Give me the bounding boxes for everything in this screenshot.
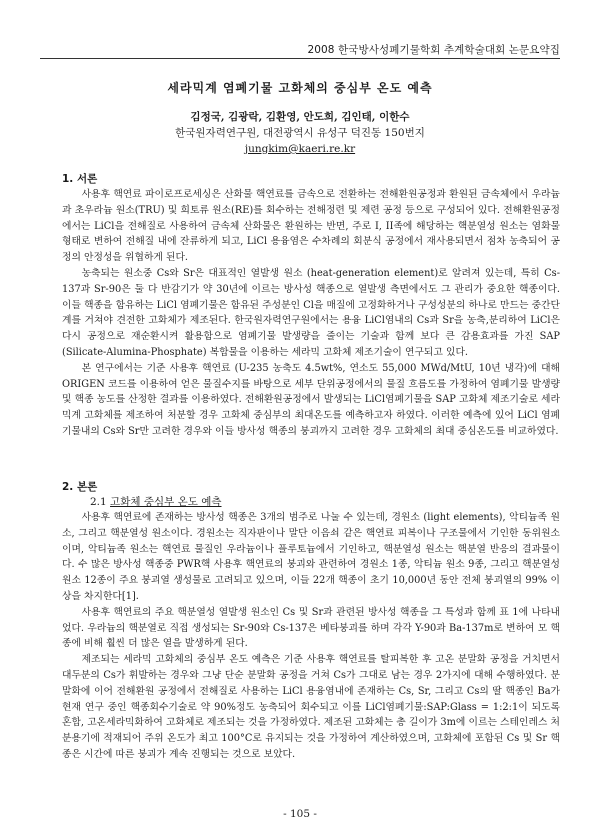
paragraph: 사용후 핵연료 파이로프로세싱은 산화물 핵연료를 금속으로 전환하는 전해환원공정과 환원된 금속체에서 우라늄과 초우라늄 원소(TRU) 및 희토류 원소(RE)를 회수하는 전해정련 및 제련 공정 등으로 구성되어 있다. 전해환원공정에서는 LiCl을 전해질로 사용하여 금속체 산화물은 환원하는 반면, 주로 I, II족에 해당하는 핵분열성 원소는 염화물 형태로 변하여 전해질 내에 잔류하게 되고, LiCl 용융염은 수차례의 회분식 공정에서 재사용되면서 점차 농축되어 공정의 안정성을 위협하게 된다. [62, 189, 560, 264]
author-block [0, 109, 600, 157]
author-names: 김정국, 김광락, 김환영, 안도희, 김인태, 이한수 [190, 111, 410, 123]
section-heading-intro: 1. 서론 [62, 173, 98, 185]
paragraph: 농축되는 원소중 Cs와 Sr은 대표적인 열발생 원소 (heat-generation element)로 알려져 있는데, 특히 Cs-137과 Sr-90은 둘 다 반감기가 약 30년에 이르는 방사성 핵종으로 열발생 측면에서도 그 관리가 중요한 핵종이다. 이들 핵종을 함유하는 LiCl 염폐기물은 함유된 주성분인 Cl을 매질에 고정화하거나 구성성분의 하나로 만드는 중간단계를 거쳐야 견전한 고화체가 제조된다. 한국원자력연구원에서는 용융 LiCl염내의 Cs과 Sr을 농축,분리하여 LiCl은 다시 공정으로 재순환시켜 활용함으로 염폐기물 발생량을 줄이는 기술과 함께 보다 큰 감용효과를 가진 SAP (Silicate-Alumina-Phosphate) 복합물을 이용하는 세라믹 고화체 제조기술이 연구되고 있다. [62, 267, 560, 358]
header-rule [40, 58, 560, 59]
paragraph: 사용후 핵연료의 주요 핵분열성 열발생 원소인 Cs 및 Sr과 관련된 방사성 핵종을 그 특성과 함께 표 1에 나타내었다. 우라늄의 핵분열로 직접 생성되는 Sr-90와 Cs-137은 베타붕괴를 하며 각각 Y-90과 Ba-137m로 변하여 모 핵종에 비해 훨씬 더 많은 열을 발생하게 된다. [62, 606, 560, 650]
section-intro-body [62, 187, 560, 440]
author-affiliation: 한국원자력연구원, 대전광역시 유성구 덕진동 150번지 [175, 127, 425, 139]
subsection-title: 고화체 중심부 온도 예측 [110, 496, 222, 508]
running-header: 2008 한국방사성폐기물학회 추계학술대회 논문요약집 [307, 44, 560, 56]
subsection-heading [90, 494, 222, 509]
paragraph: 사용후 핵연료에 존재하는 방사성 핵종은 3개의 범주로 나눌 수 있는데, 경원소 (light elements), 악티늄족 원소, 그리고 핵분열성 원소이다. 경원소는 직자판이나 말단 이음쇠 같은 핵연료 피복이나 구조물에서 기인한 동위원소이며, 악티늄족 원소는 핵연료 물질인 우라늄이나 플루토늄에서 기인하고, 핵분열성 원소는 핵분열 반응의 결과물이다. 수 많은 방사성 핵종중 PWR핵 사용후 핵연료의 붕괴와 관련하여 경원소 1종, 악티늄 원소 9종, 그리고 핵분열성 원소 12종이 주요 붕괴열 생성물로 고려되고 있으며, 이들 22개 핵종이 초기 10,000년 동안 전체 붕괴열의 99% 이상을 차지한다[1]. [62, 512, 560, 602]
page-number: - 105 - [283, 808, 317, 820]
author-email[interactable]: jungkim@kaeri.re.kr [244, 143, 356, 155]
subsection-number: 2.1 [90, 496, 107, 508]
paper-title: 세라믹계 염폐기물 고화체의 중심부 온도 예측 [167, 81, 433, 95]
paragraph: 제조되는 세라믹 고화체의 중심부 온도 예측은 기준 사용후 핵연료를 탈피복한 후 고온 분말화 공정을 거치면서 대두분의 Cs가 휘발하는 경우와 그냥 단순 분말화 공정을 거쳐 Cs가 그대로 남는 경우 2가지에 대해 수행하였다. 분말화에 이어 전해환원 공정에서 전해질로 사용하는 LiCl 용융염내에 존재하는 Cs, Sr, 그리고 Cs의 딸 핵종인 Ba가 현재 연구 중인 핵종회수기술로 약 90%정도 농축되어 회수되고 이를 LiCl염폐기물:SAP:Glass = 1:2:1이 되도록 혼합, 고온세라믹화하여 고화체로 제조되는 것을 가정하였다. 제조된 고화체는 총 길이가 3m에 이르는 스테인레스 처분용기에 적재되어 주위 온도가 최고 100°C로 유지되는 것을 가정하여 계산하였으며, 고화체에 포함된 Cs 및 Sr 핵종은 시간에 따른 붕괴가 계속 진행되는 것으로 보았다. [62, 654, 560, 760]
section-heading-main: 2. 본론 [62, 481, 98, 493]
paragraph: 본 연구에서는 기준 사용후 핵연료 (U-235 농축도 4.5wt%, 연소도 55,000 MWd/MtU, 10년 냉각)에 대해 ORIGEN 코드를 이용하여 얻은 물질수지를 바탕으로 세부 단위공정에서의 물질 흐름도를 가정하여 염폐기물 발생량 및 핵종 농도를 산정한 결과를 이용하였다. 전해환원공정에서 발생되는 LiCl염폐기물을 SAP 고화체 제조기술로 세라믹계 고화체를 제조하여 처분할 경우 고화체 중심부의 최대온도를 예측하고자 하였다. 이러한 예측에 있어 LiCl 염폐기물내의 Cs와 Sr만 고려한 경우와 이들 방사성 핵종의 붕괴까지 고려한 경우 고화체의 최대 중심온도를 비교하였다. [62, 362, 560, 437]
section-main-body [62, 510, 560, 763]
